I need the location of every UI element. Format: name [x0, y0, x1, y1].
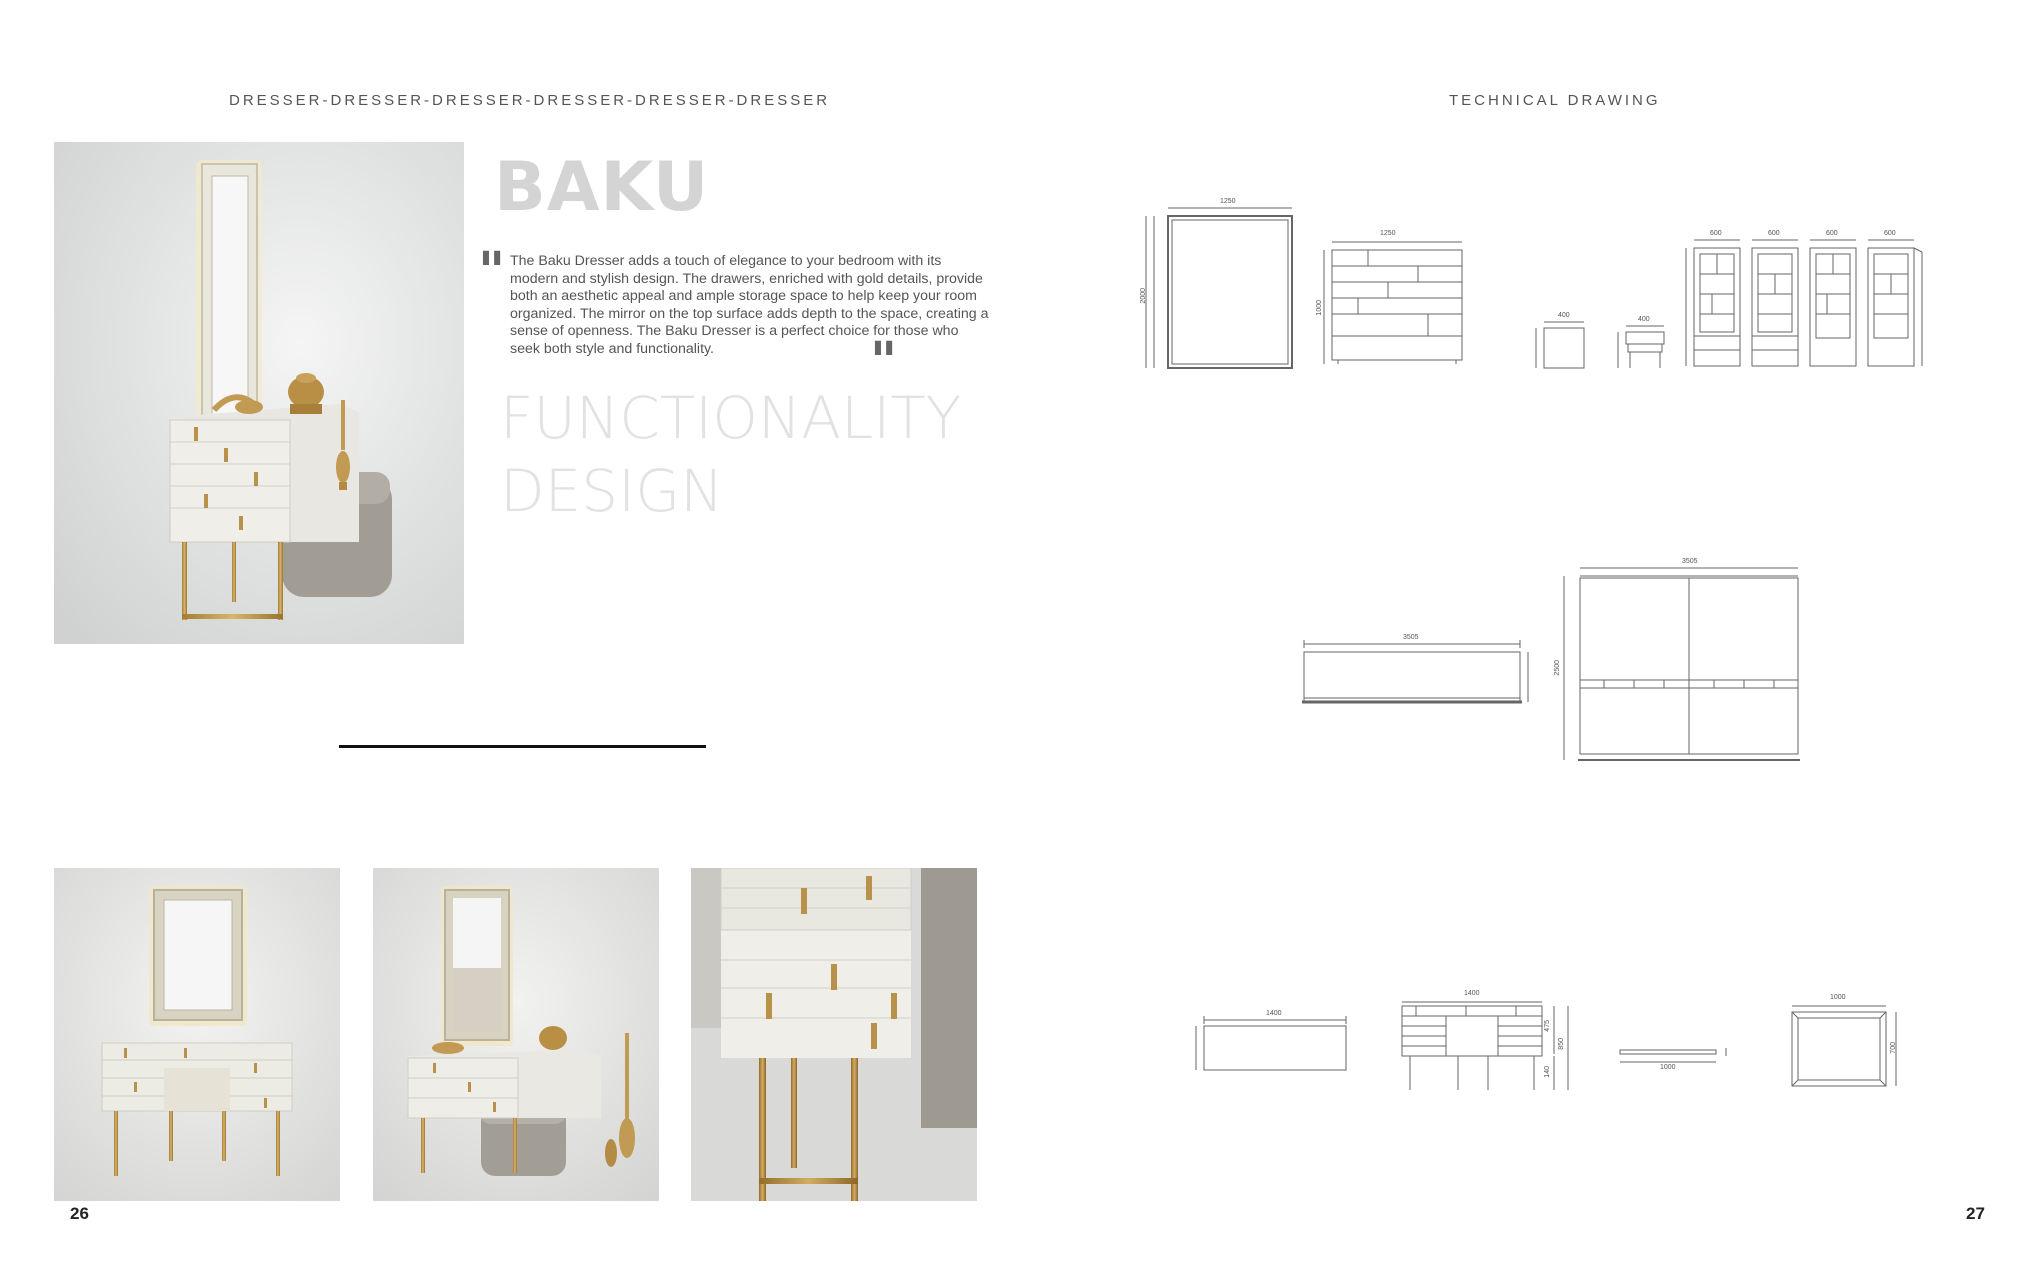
tagline-functionality: FUNCTIONALITY [500, 384, 962, 452]
dim-long-plan: 3505 [1403, 634, 1419, 641]
thumbnail-photo-angle [373, 868, 659, 1201]
drawing-table-plan [1190, 1010, 1350, 1078]
dim-table-front-h1: 475 [1544, 1020, 1551, 1032]
dim-wardrobe-height: 2500 [1554, 660, 1561, 676]
thumbnail-photo-detail [691, 868, 977, 1201]
drawing-small-box [1530, 312, 1590, 372]
dim-small-box: 400 [1558, 312, 1570, 319]
dim-table-front-width: 1400 [1464, 990, 1480, 997]
page-header-left: DRESSER-DRESSER-DRESSER-DRESSER-DRESSER-DRESSER [229, 92, 831, 109]
page-header-right: TECHNICAL DRAWING [1449, 92, 1661, 109]
dim-table-plan-width: 1400 [1266, 1010, 1282, 1017]
tagline-design: DESIGN [500, 457, 724, 525]
dim-dresser-width: 1250 [1380, 230, 1396, 237]
main-product-photo [54, 142, 464, 644]
dim-frame-height: 700 [1890, 1042, 1897, 1054]
quote-close-mark: " [870, 331, 898, 392]
divider-rule [339, 745, 706, 748]
drawing-long-plan [1298, 634, 1538, 710]
dim-table-front-h3: 140 [1544, 1066, 1551, 1078]
dim-mirror-width: 1250 [1220, 198, 1236, 205]
drawing-frame [1786, 994, 1906, 1092]
drawing-table-front [1396, 990, 1576, 1098]
dim-table-front-h2: 850 [1558, 1038, 1565, 1050]
page-number-right: 27 [1966, 1204, 1985, 1223]
dim-wardrobe-width: 3505 [1682, 558, 1698, 565]
dim-cabinet-1: 600 [1710, 230, 1722, 237]
product-title: BAKU [494, 148, 710, 227]
dim-frame-width: 1000 [1830, 994, 1846, 1001]
dim-cabinet-2: 600 [1768, 230, 1780, 237]
dim-mirror-height: 2000 [1140, 288, 1147, 304]
dim-dresser-height: 1000 [1316, 300, 1323, 316]
drawing-dresser-elevation [1318, 230, 1468, 370]
drawing-wardrobe-elevation [1554, 560, 1800, 766]
drawing-shelf [1616, 1040, 1736, 1076]
dim-cabinet-4: 600 [1884, 230, 1896, 237]
page-number-left: 26 [70, 1204, 89, 1223]
thumbnail-photo-front [54, 868, 340, 1201]
quote-open-mark: " [478, 241, 506, 302]
dim-stool: 400 [1638, 316, 1650, 323]
drawing-cabinet-modules [1682, 230, 1942, 372]
drawing-mirror-elevation [1140, 198, 1296, 374]
product-description: The Baku Dresser adds a touch of elegance to your bedroom with its modern and stylish design. The drawers, enriched with gold details, provide both an aesthetic appeal and ample storage space to help keep your room organized. The mirror on the top surface adds depth to the space, creating a sense of openness. The Baku Dresser is a perfect choice for those who seek both style and functionality. [510, 253, 989, 357]
dim-shelf-width: 1000 [1660, 1064, 1676, 1071]
dim-cabinet-3: 600 [1826, 230, 1838, 237]
drawing-stool [1612, 316, 1668, 372]
